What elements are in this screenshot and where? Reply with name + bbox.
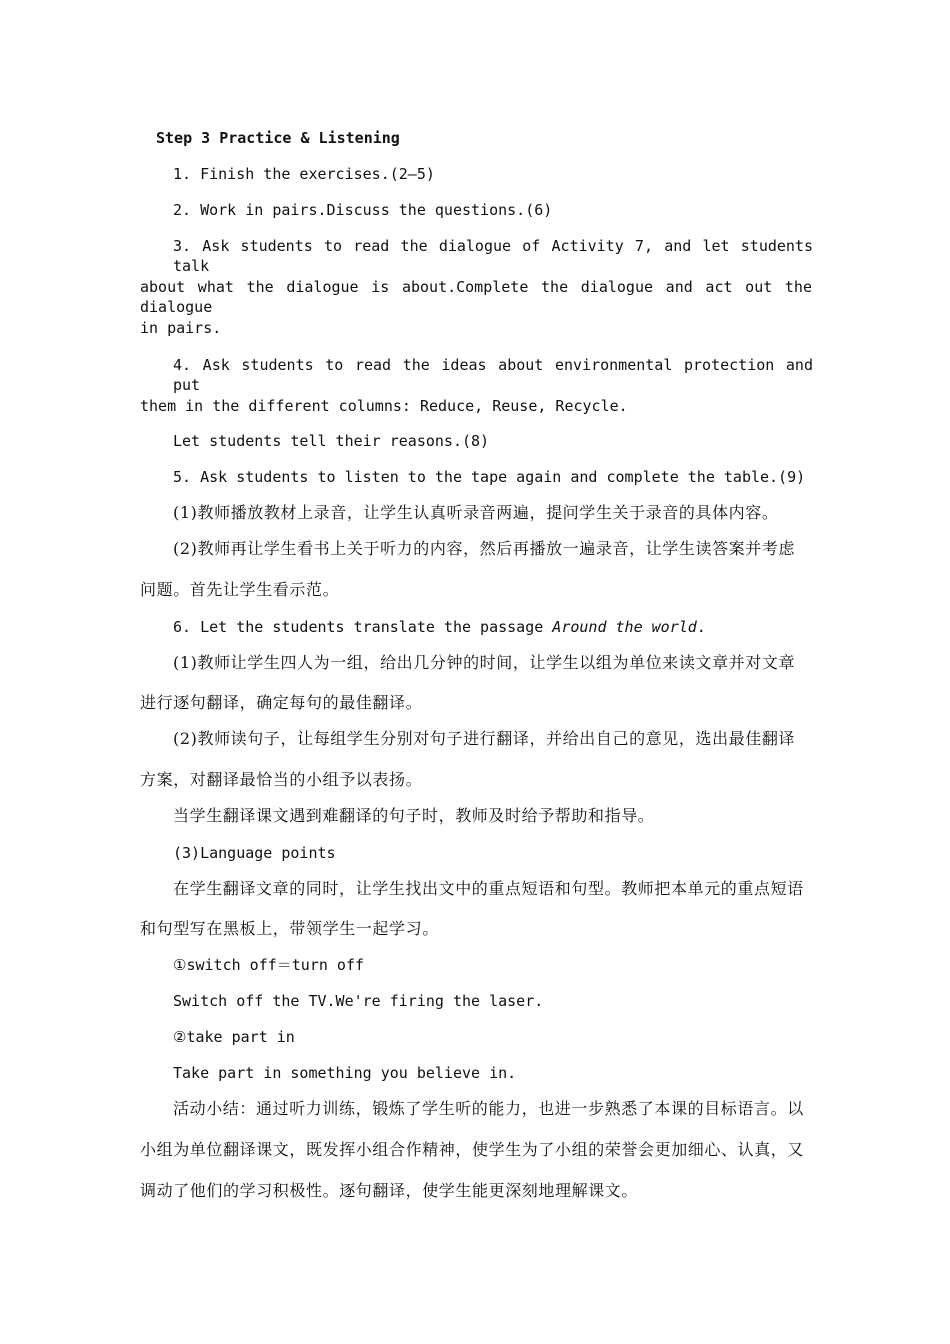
summary-line-3: 调动了他们的学习积极性。逐句翻译，使学生能更深刻地理解课文。: [140, 1181, 639, 1200]
item-3-line-2: about what the dialogue is about.Complete the dialogue and act out the dialogue: [140, 278, 812, 316]
item-6: [173, 617, 813, 637]
item-5-sub-2-line-2: 问题。首先让学生看示范。: [140, 580, 340, 599]
item-5: 5. Ask students to listen to the tape again and complete the table.(9): [173, 468, 806, 486]
item-6-sub-1-line-1: (1)教师让学生四人为一组，给出几分钟的时间，让学生以组为单位来读文章并对文章: [173, 653, 796, 672]
language-points-intro-line-2: 和句型写在黑板上，带领学生一起学习。: [140, 919, 439, 938]
language-points-intro-line-1: 在学生翻译文章的同时，让学生找出文中的重点短语和句型。教师把本单元的重点短语: [173, 879, 804, 898]
step-heading: Step 3 Practice & Listening: [156, 129, 400, 147]
item-5-sub-1: (1)教师播放教材上录音，让学生认真听录音两遍，提问学生关于录音的具体内容。: [173, 503, 779, 522]
item-3-line-1: 3. Ask students to read the dialogue of Activity 7, and let students talk: [173, 237, 813, 275]
passage-title: Around the world: [552, 618, 697, 636]
language-point-2-example: Take part in something you believe in.: [173, 1064, 517, 1082]
item-6-sub-2-line-1: (2)教师读句子，让每组学生分别对句子进行翻译，并给出自己的意见，选出最佳翻译: [173, 729, 796, 748]
item-6-sub-3: (3)Language points: [173, 844, 336, 862]
item-6-note: 当学生翻译课文遇到难翻译的句子时，教师及时给予帮助和指导。: [173, 806, 655, 825]
summary-line-2: 小组为单位翻译课文，既发挥小组合作精神，使学生为了小组的荣誉会更加细心、认真，又: [140, 1140, 805, 1159]
item-5-sub-2-line-1: (2)教师再让学生看书上关于听力的内容，然后再播放一遍录音，让学生读答案并考虑: [173, 539, 796, 558]
language-point-2: ②take part in: [173, 1028, 295, 1046]
item-4-line-2: them in the different columns: Reduce, Reuse, Recycle.: [140, 397, 628, 415]
summary-line-1: 活动小结：通过听力训练，锻炼了学生听的能力，也进一步熟悉了本课的目标语言。以: [173, 1099, 804, 1118]
item-6-sub-1-line-2: 进行逐句翻译，确定每句的最佳翻译。: [140, 693, 423, 712]
item-6-text: 6. Let the students translate the passage: [173, 618, 553, 636]
item-1: 1. Finish the exercises.(2—5): [173, 165, 435, 183]
item-4-line-3: Let students tell their reasons.(8): [173, 432, 490, 450]
language-point-1: ①switch off＝turn off: [173, 956, 365, 974]
item-2: 2. Work in pairs.Discuss the questions.(6): [173, 201, 553, 219]
item-4-line-1: 4. Ask students to read the ideas about environmental protection and put: [173, 356, 813, 394]
item-6-period: .: [696, 618, 706, 636]
item-3-line-3: in pairs.: [140, 319, 222, 337]
language-point-1-example: Switch off the TV.We're firing the laser.: [173, 992, 544, 1010]
item-6-sub-2-line-2: 方案，对翻译最恰当的小组予以表扬。: [140, 770, 423, 789]
